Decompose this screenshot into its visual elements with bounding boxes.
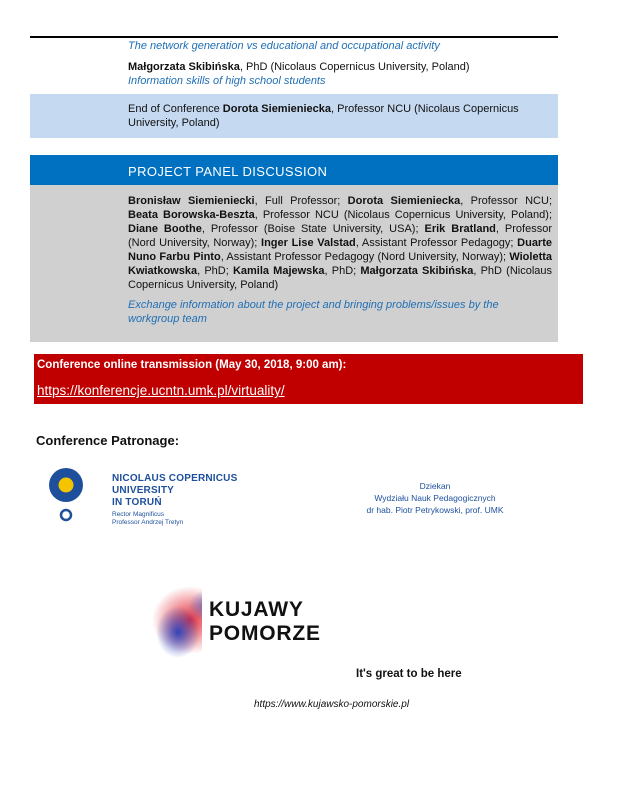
ncu-logo-icon	[48, 466, 84, 524]
panel-note: Exchange information about the project and bringing problems/issues by the workgroup team	[128, 299, 499, 325]
transmission-label: Conference online transmission (May 30, 2018, 9:00 am):	[37, 359, 347, 371]
participant-name: Bronisław Siemieniecki	[128, 195, 255, 207]
dean-title: Dziekan	[419, 481, 451, 491]
ncu-logo-text	[112, 473, 237, 527]
ncu-rector-name: Professor Andrzej Tretyn	[112, 519, 184, 526]
transmission-banner	[34, 354, 583, 404]
kujawy-pomorze-wordmark	[209, 598, 321, 646]
panel-title: PROJECT PANEL DISCUSSION	[128, 164, 328, 179]
kp-url: https://www.kujawsko-pomorskie.pl	[254, 699, 410, 710]
participant-role: , PhD;	[324, 265, 361, 277]
participant-name: Inger Lise Valstad	[261, 237, 356, 249]
kp-line: POMORZE	[209, 622, 321, 645]
participant-role: , Professor NCU;	[460, 195, 552, 207]
participant-name: Dorota Siemieniecka	[347, 195, 461, 207]
participant-name: Kamila Majewska	[232, 265, 325, 277]
patronage-heading: Conference Patronage:	[36, 433, 180, 448]
participant-role: , Full Professor;	[254, 195, 348, 207]
participant-role: , Professor (Boise State University, USA);	[201, 223, 425, 235]
participant-name: Diane Boothe	[128, 223, 202, 235]
session-title: The network generation vs educational and occupational activity	[128, 40, 440, 52]
ncu-line: UNIVERSITY	[112, 485, 175, 496]
participant-role: , Professor NCU (Nicolaus Copernicus University, Poland);	[254, 209, 552, 221]
panel-participants	[128, 194, 552, 292]
panel-body	[30, 185, 558, 342]
end-of-conference-row	[30, 94, 558, 138]
participant-role: , Professor (Nord University, Norway);	[128, 223, 552, 249]
participant-name: Wioletta Kwiatkowska	[128, 251, 553, 277]
speaker-line	[128, 60, 548, 74]
transmission-link[interactable]: https://konferencje.ucntn.umk.pl/virtuality/	[37, 383, 285, 398]
end-speaker-name: Dorota Siemieniecka	[222, 103, 332, 115]
speaker-affiliation: , PhD (Nicolaus Copernicus University, Poland)	[239, 61, 470, 73]
participant-role: , PhD (Nicolaus Copernicus University, Poland)	[128, 265, 553, 291]
participant-role: , PhD;	[197, 265, 233, 277]
dean-faculty: Wydziału Nauk Pedagogicznych	[374, 493, 496, 503]
participant-role: , Assistant Professor Pedagogy (Nord University, Norway);	[220, 251, 510, 263]
panel-header	[30, 155, 558, 185]
participant-name: Beata Borowska-Beszta	[128, 209, 255, 221]
ncu-rector-title: Rector Magnificus	[112, 511, 165, 518]
end-prefix: End of Conference	[128, 103, 223, 115]
participant-name: Erik Bratland	[424, 223, 496, 235]
dean-name: dr hab. Piotr Petrykowski, prof. UMK	[366, 505, 504, 515]
participant-role: , Assistant Professor Pedagogy;	[355, 237, 518, 249]
kp-slogan: It's great to be here	[356, 668, 462, 680]
participant-name: Duarte Nuno Farbu Pinto	[128, 237, 552, 263]
talk-title: Information skills of high school students	[128, 75, 326, 87]
participant-name: Małgorzata Skibińska	[360, 265, 474, 277]
ncu-line: IN TORUŃ	[112, 497, 162, 508]
session-block	[30, 38, 558, 94]
end-speaker-affiliation: , Professor NCU (Nicolaus Copernicus University, Poland)	[128, 103, 519, 129]
dean-patronage	[350, 480, 520, 516]
speaker-name: Małgorzata Skibińska	[128, 61, 240, 73]
kp-line: KUJAWY	[209, 598, 304, 621]
ncu-line: NICOLAUS COPERNICUS	[112, 473, 238, 484]
